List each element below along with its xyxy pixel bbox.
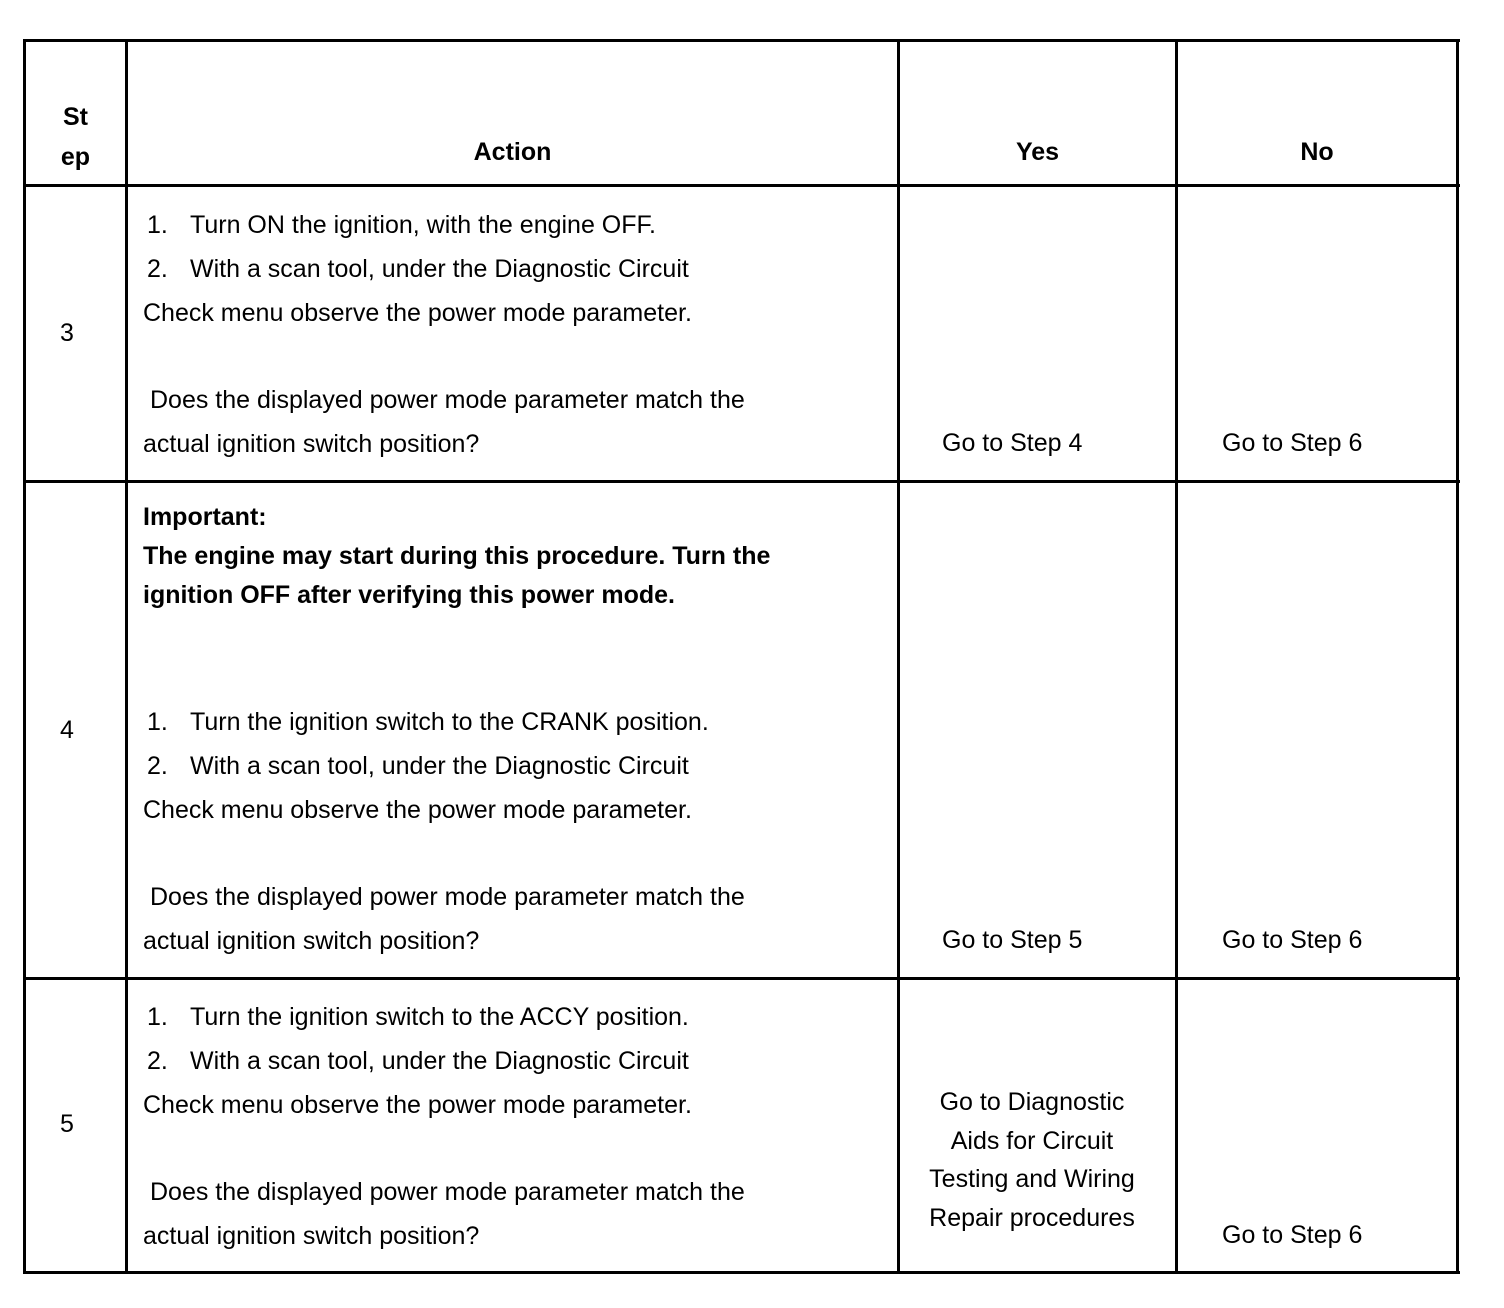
question-text: Does the displayed power mode parameter match the [150, 883, 745, 911]
list-number: 1. [147, 211, 168, 239]
header-yes: Yes [1015, 138, 1060, 166]
list-item [143, 744, 745, 788]
action-cell [143, 995, 745, 1258]
list-item [143, 247, 745, 291]
action-cell [143, 203, 745, 466]
question-text: actual ignition switch position? [143, 1222, 480, 1250]
instruction-list [143, 203, 745, 291]
important-label: Important: [143, 503, 267, 531]
header-step-line: St [63, 103, 88, 131]
question-text: actual ignition switch position? [143, 927, 480, 955]
yes-result [900, 1083, 1164, 1237]
list-item-text: Turn the ignition switch to the CRANK position. [190, 708, 709, 736]
list-number: 1. [147, 708, 168, 736]
table-border-top [23, 39, 1460, 42]
action-cell [143, 700, 745, 963]
list-item-text: With a scan tool, under the Diagnostic Circuit [190, 1047, 689, 1075]
question-text: actual ignition switch position? [143, 430, 480, 458]
yes-result: Go to Step 5 [942, 926, 1083, 954]
step-number: 4 [60, 716, 74, 744]
instruction-list [143, 995, 745, 1083]
column-divider [125, 39, 128, 1274]
step-number: 3 [60, 319, 74, 347]
list-item [143, 1039, 745, 1083]
instruction-continuation: Check menu observe the power mode parameter. [143, 299, 692, 327]
important-text: The engine may start during this procedure. Turn the [143, 542, 771, 570]
row-divider [23, 977, 1460, 980]
list-item [143, 995, 745, 1039]
list-number: 1. [147, 1003, 168, 1031]
table-border-bottom [23, 1271, 1460, 1274]
no-result: Go to Step 6 [1222, 1221, 1363, 1249]
yes-result-line: Go to Diagnostic [939, 1088, 1125, 1116]
header-step-line: ep [60, 143, 91, 171]
no-result: Go to Step 6 [1222, 926, 1363, 954]
important-text: ignition OFF after verifying this power mode. [143, 581, 675, 609]
no-result: Go to Step 6 [1222, 429, 1363, 457]
header-divider [23, 184, 1460, 187]
column-divider [1175, 39, 1178, 1274]
header-no: No [1300, 138, 1334, 166]
step-number: 5 [60, 1110, 74, 1138]
question-text: Does the displayed power mode parameter match the [150, 386, 745, 414]
yes-result-line: Aids for Circuit [950, 1126, 1114, 1155]
list-number: 2. [147, 255, 168, 283]
table-border-left [23, 39, 26, 1274]
list-item-text: Turn the ignition switch to the ACCY position. [190, 1003, 689, 1031]
header-action: Action [473, 138, 552, 166]
instruction-continuation: Check menu observe the power mode parameter. [143, 796, 692, 824]
list-item-text: Turn ON the ignition, with the engine OFF. [190, 211, 656, 239]
table-border-right [1456, 39, 1459, 1274]
yes-result-line: Repair procedures [929, 1203, 1135, 1232]
list-number: 2. [147, 1047, 168, 1075]
row-divider [23, 480, 1460, 483]
header-step [26, 97, 125, 177]
question-text: Does the displayed power mode parameter match the [150, 1178, 745, 1206]
list-item [143, 700, 745, 744]
yes-result-line: Testing and Wiring [929, 1165, 1135, 1193]
list-item-text: With a scan tool, under the Diagnostic Circuit [190, 255, 689, 283]
yes-result: Go to Step 4 [942, 429, 1083, 457]
instruction-list [143, 700, 745, 788]
list-item [143, 203, 745, 247]
important-note [143, 498, 770, 615]
list-item-text: With a scan tool, under the Diagnostic Circuit [190, 752, 689, 780]
list-number: 2. [147, 752, 168, 780]
instruction-continuation: Check menu observe the power mode parameter. [143, 1091, 692, 1119]
